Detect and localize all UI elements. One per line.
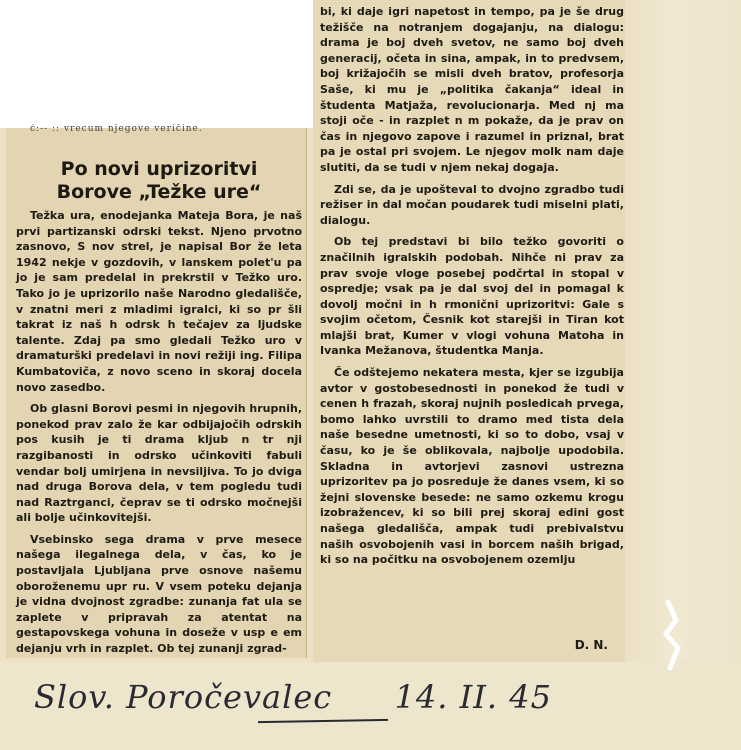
blank-area xyxy=(0,0,313,128)
paragraph: Ob tej predstavi bi bilo težko govoriti o značilnih igralskih podobah. Nihče ni prav za prav svoje vloge posebej podčrtal in stopal v ospredje; vsak pa je dal svoj del in pomagal k dovolj močni in h rmonični uprizoritvi: Gale s svojim očetom, Česnik kot starejši in Tiran kot mlajši brat, Kumer v vlogi vohuna Matoha in Ivanka Mežanova, študentka Manja. xyxy=(320,235,624,358)
headline-line-1: Po novi uprizoritvi xyxy=(60,158,258,180)
paragraph: Težka ura, enodejanka Mateja Bora, je naš prvi partizanski odrski tekst. Njeno prvotno zasnovo, S nov strel, je napisal Bor že leta 1942 nekje v gozdovih, v lanskem polet'u pa jo je sam predelal in prekrstil v Težko uro. Tako jo je uprizorilo naše Narodno gledališče, v znatni meri z mladimi igralci, ki so pr šli takrat iz naš h odrsk h tečajev za ljudske talente. Zdaj pa smo gledali Težko uro v dramaturški predelavi in novi režiji ing. Filipa Kumbatoviča, z novo sceno in skoraj docela novo zasedbo. xyxy=(16,209,302,394)
author-signature: D. N. xyxy=(574,638,608,652)
handwritten-note xyxy=(34,668,552,726)
paragraph: Če odštejemo nekatera mesta, kjer se izgubija avtor v gostobesednosti in ponekod že tudi v cenen h frazah, skoraj nujnih posledicah prvega, bomo lahko uvrstili to dramo med tista dela naše besedne umetnosti, ki so to dobo, vsaj v času, ko je še oblikovala, najbolje upodobila. Skladna in avtorjevi zasnovi ustrezna uprizoritev pa jo posreduje že danes vsem, ki so žejni slovenske besede: ne samo ozkemu krogu izobražencev, ki so bili prej skoraj edini gost našega gledališča, ampak tudi prebivalstvu naših osvobojenih vasi in borcem naših brigad, ki so na počitku na osvobojenem ozemlju xyxy=(320,366,624,567)
headline-line-2: Borove „Težke ure“ xyxy=(56,181,262,203)
paragraph: Vsebinsko sega drama v prve mesece našega ilegalnega dela, v čas, ko je postavljala Ljubljana prve osnove našemu oboroženemu upr ru. V vsem poteku dejanja je vidna dvojnost zgradbe: zunanja fat ula se zaplete v pripravah za atentat na gestapovskega vohuna in doseže v usp e em dejanju vrh in razplet. Ob tej zunanji zgrad- xyxy=(16,532,302,656)
handwritten-source: Slov. Poročevalec xyxy=(34,678,333,716)
article-left-text xyxy=(16,208,302,657)
article-headline xyxy=(12,158,306,204)
paragraph: Ob glasni Borovi pesmi in njegovih hrupnih, ponekod prav zalo že kar odbijajočih odrskih pos kusih je ti drama kljub n tr nji razgibanosti in odrsko učinkoviti fabuli vendar bolj umirjena in nevsiljiva. To jo dviga nad druga Borova dela, v tem pogledu tudi nad Raztrganci, čeprav se ti odrsko močnejši ali bolje učinkovitejši. xyxy=(16,402,302,525)
cut-off-line: ć:-- :: vrecum njegove veričine. xyxy=(30,124,203,134)
paragraph: bi, ki daje igri napetost in tempo, pa je še drug težišče na notranjem dogajanju, na dialogu: drama je boj dveh svetov, ne samo boj dveh generacij, očeta in sina, ampak, in to predvsem, boj križajočih se misli dveh bratov, profesorja Saše, ki mu je „politika čakanja“ ideal in študenta Matjaža, revolucionarja. Med nj ma stoji oče - in razplet n m pokaže, da je prav on čas in njegovo zapove i razumel in priznal, brat pa je ostal pri svojem. Le njegov molk nam daje slutiti, da se tudi v njem nekaj dogaja. xyxy=(320,5,624,174)
handwritten-date: 14. II. 45 xyxy=(394,678,552,716)
paragraph: Zdi se, da je upošteval to dvojno zgradbo tudi režiser in dal močan poudarek tudi miselni plati, dialogu. xyxy=(320,182,624,227)
paper-tear-mark xyxy=(656,600,686,670)
article-right-text xyxy=(320,4,624,568)
